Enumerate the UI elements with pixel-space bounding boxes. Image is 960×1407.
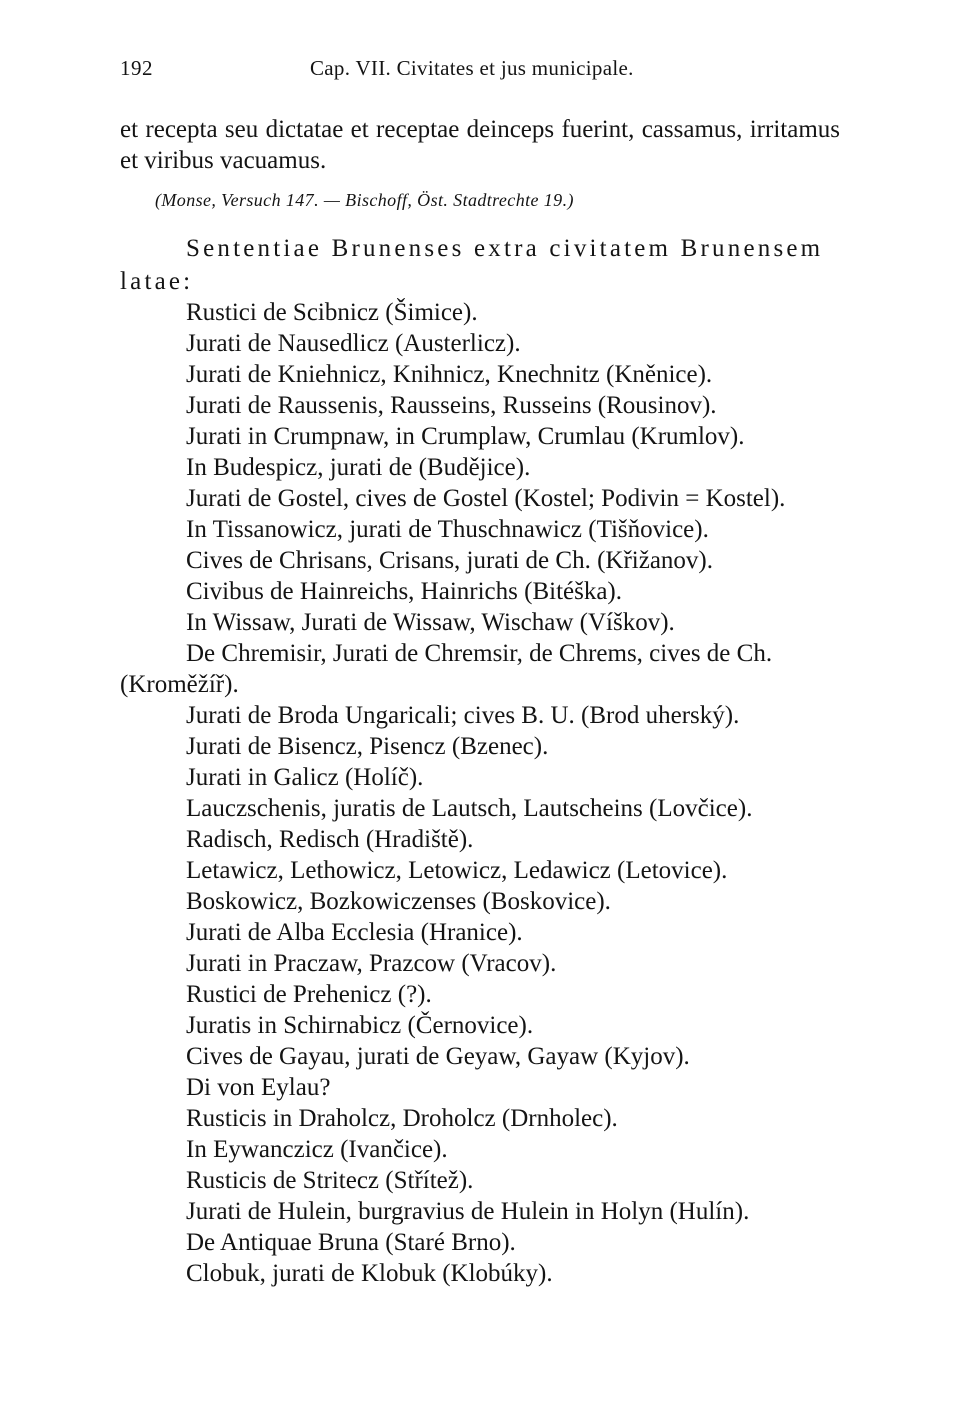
list-item: In Tissanowicz, jurati de Thuschnawicz (Tišňovice). bbox=[186, 516, 709, 543]
list-item: In Wissaw, Jurati de Wissaw, Wischaw (Víškov). bbox=[186, 609, 675, 636]
list-item: Civibus de Hainreichs, Hainrichs (Bitéška). bbox=[186, 578, 623, 605]
list-item: Rusticis in Draholcz, Droholcz (Drnholec). bbox=[186, 1105, 618, 1132]
list-item: Letawicz, Lethowicz, Letowicz, Ledawicz (Letovice). bbox=[186, 857, 728, 884]
list-item: Radisch, Redisch (Hradiště). bbox=[186, 826, 474, 853]
source-citation: (Monse, Versuch 147. — Bischoff, Öst. Stadtrechte 19.) bbox=[155, 190, 574, 210]
list-item: Rustici de Scibnicz (Šimice). bbox=[186, 299, 478, 326]
intro-paragraph bbox=[120, 114, 840, 176]
list-item: Jurati de Gostel, cives de Gostel (Kostel; Podivin = Kostel). bbox=[186, 485, 786, 512]
list-item: Di von Eylau? bbox=[186, 1074, 331, 1101]
page-header bbox=[120, 56, 840, 86]
list-item: Jurati in Praczaw, Prazcow (Vracov). bbox=[186, 950, 557, 977]
list-item: Cives de Gayau, jurati de Geyaw, Gayaw (Kyjov). bbox=[186, 1043, 690, 1070]
list-item: Clobuk, jurati de Klobuk (Klobúky). bbox=[186, 1260, 553, 1287]
list-item: Jurati de Kniehnicz, Knihnicz, Knechnitz (Kněnice). bbox=[186, 361, 713, 388]
list-item: Jurati de Alba Ecclesia (Hranice). bbox=[186, 919, 523, 946]
list-item-continuation: (Kroměžíř). bbox=[120, 671, 239, 698]
list-item: Rusticis de Stritecz (Střítež). bbox=[186, 1167, 474, 1194]
list-item: Rustici de Prehenicz (?). bbox=[186, 981, 432, 1008]
intro-text: et recepta seu dictatae et receptae deinceps fuerint, cassamus, irritamus et viribus vacuamus. bbox=[120, 116, 840, 174]
list-item: In Budespicz, jurati de (Budějice). bbox=[186, 454, 531, 481]
list-item: De Antiquae Bruna (Staré Brno). bbox=[186, 1229, 516, 1256]
list-item: Jurati in Galicz (Holíč). bbox=[186, 764, 424, 791]
list-item: Lauczschenis, juratis de Lautsch, Lautscheins (Lovčice). bbox=[186, 795, 753, 822]
running-head: Cap. VII. Civitates et jus municipale. bbox=[310, 56, 634, 80]
list-item: Boskowicz, Bozkowiczenses (Boskovice). bbox=[186, 888, 611, 915]
list-item: Cives de Chrisans, Crisans, jurati de Ch. (Křižanov). bbox=[186, 547, 713, 574]
list-item: Jurati de Raussenis, Rausseins, Russeins (Rousinov). bbox=[186, 392, 717, 419]
list-item: Juratis in Schirnabicz (Černovice). bbox=[186, 1012, 534, 1039]
list-item: Jurati de Hulein, burgravius de Hulein in Holyn (Hulín). bbox=[186, 1198, 750, 1225]
list-item: Jurati de Bisencz, Pisencz (Bzenec). bbox=[186, 733, 549, 760]
section-heading: Sententiae Brunenses extra civitatem Brunensem latae: bbox=[120, 235, 824, 295]
list-item: In Eywanczicz (Ivančice). bbox=[186, 1136, 448, 1163]
list-item: Jurati in Crumpnaw, in Crumplaw, Crumlau (Krumlov). bbox=[186, 423, 745, 450]
list-item: Jurati de Broda Ungaricali; cives B. U. (Brod uherský). bbox=[186, 702, 740, 729]
list-item: De Chremisir, Jurati de Chremsir, de Chrems, cives de Ch. bbox=[186, 640, 773, 667]
list-item: Jurati de Nausedlicz (Austerlicz). bbox=[186, 330, 521, 357]
page-number: 192 bbox=[120, 56, 153, 80]
